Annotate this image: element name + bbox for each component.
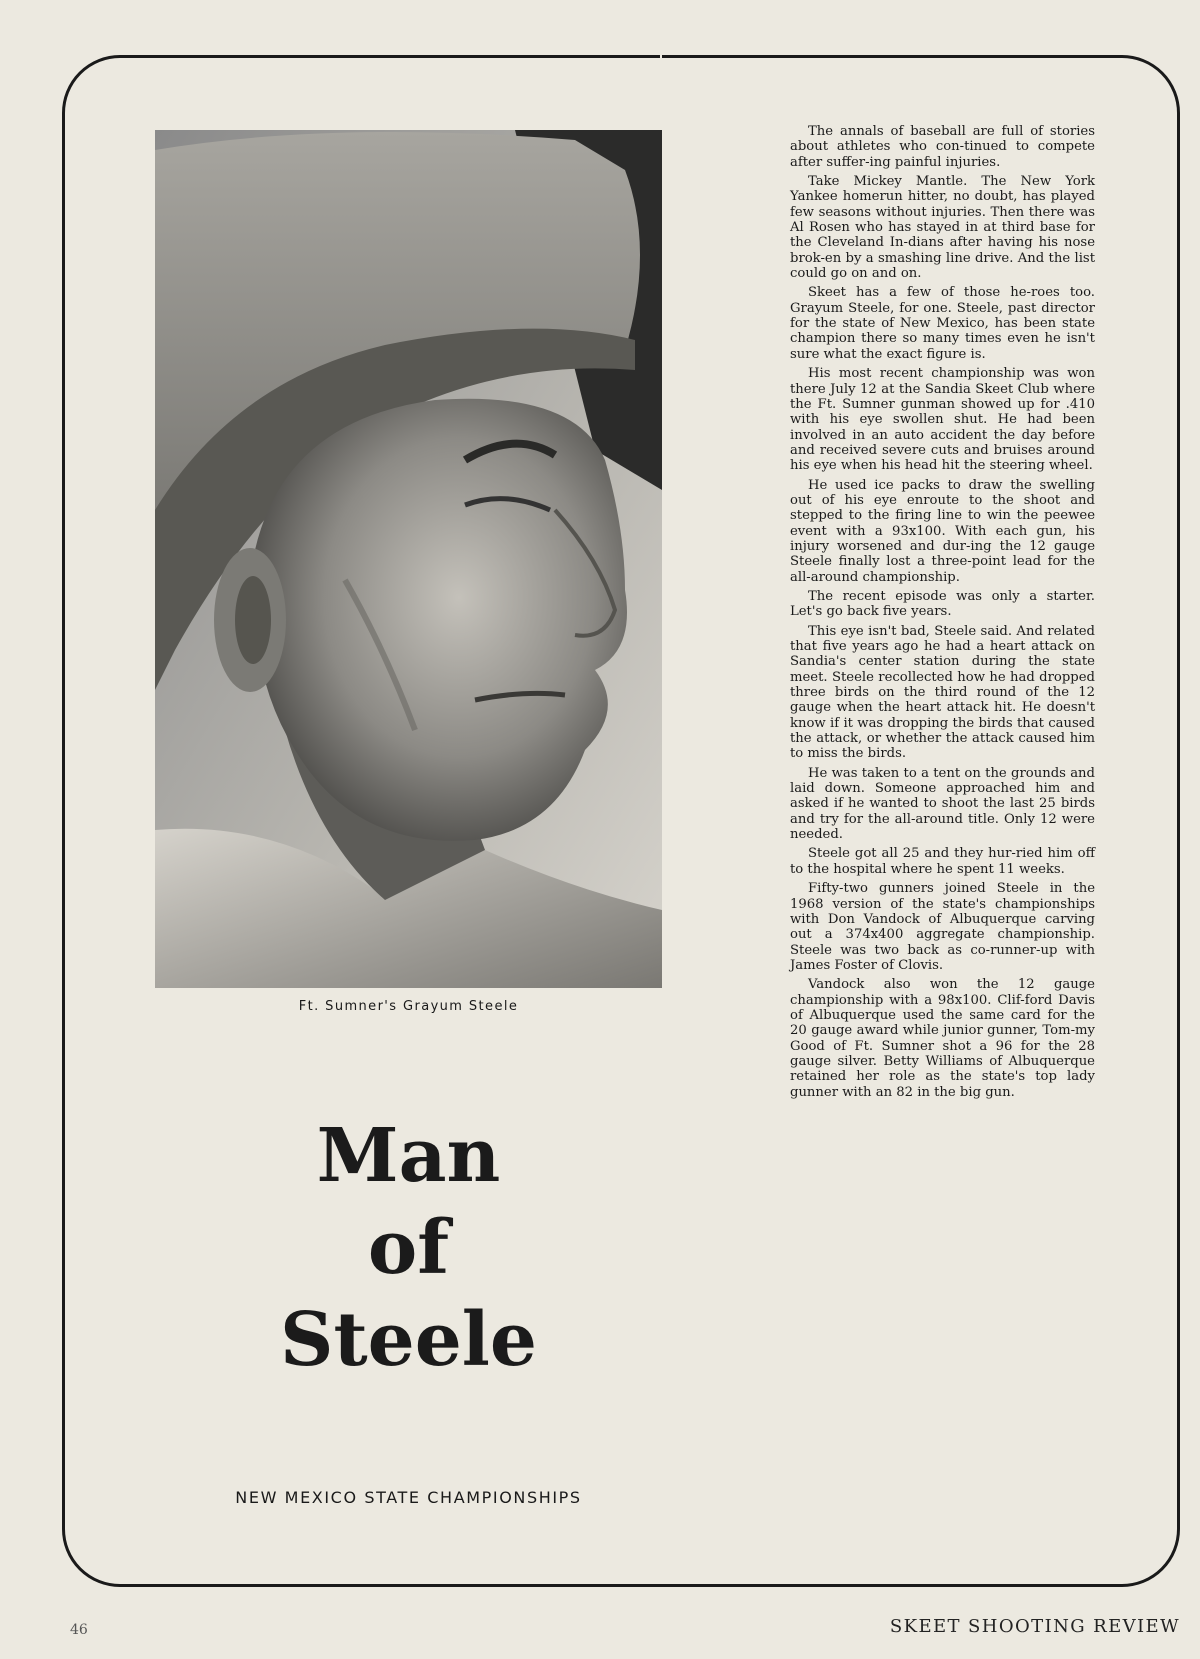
article-paragraph: Vandock also won the 12 gauge championship with a 98x100. Clif-ford Davis of Albuquerque used the same card for the 20 gauge award while junior gunner, Tom-my Good of Ft. Sumner shot a 96 for the 28 gauge silver. Betty Williams of Albuquerque retained her role as the state's top lady gunner with an 82 in the big gun. (790, 977, 1095, 1100)
headline-line-3: Steele (280, 1297, 537, 1383)
magazine-name: SKEET SHOOTING REVIEW (889, 1616, 1180, 1637)
article-paragraph: He was taken to a tent on the grounds and laid down. Someone approached him and asked if he wanted to shoot the last 25 birds and try for the all-around title. Only 12 were needed. (790, 765, 1095, 843)
page-number: 46 (70, 1622, 88, 1638)
article-paragraph: Fifty-two gunners joined Steele in the 1968 version of the state's championships with Don Vandock of Albuquerque carving out a 374x400 aggregate championship. Steele was two back as co-runner-up with James Foster of Clovis. (790, 881, 1095, 973)
article-body (790, 124, 1095, 1104)
article-paragraph: The annals of baseball are full of stories about athletes who con-tinued to compete after suffer-ing painful injuries. (790, 124, 1095, 170)
headline-line-1: Man (316, 1113, 501, 1199)
headline-line-2: of (367, 1205, 450, 1291)
portrait-photo (155, 130, 662, 988)
article-paragraph: This eye isn't bad, Steele said. And related that five years ago he had a heart attack on Sandia's center station during the state meet. Steele recollected how he had dropped three birds on the third round of the 12 gauge when the heart attack hit. He doesn't know if it was dropping the birds that caused the attack, or whether the attack caused him to miss the birds. (790, 623, 1095, 762)
article-paragraph: Steele got all 25 and they hur-ried him off to the hospital where he spent 11 weeks. (790, 846, 1095, 877)
portrait-illustration (155, 130, 662, 988)
article-headline (155, 1110, 662, 1386)
section-label: NEW MEXICO STATE CHAMPIONSHIPS (235, 1488, 582, 1507)
article-paragraph: His most recent championship was won there July 12 at the Sandia Skeet Club where the Ft. Sumner gunman showed up for .410 with his eye swollen shut. He had been involved in an auto accident the day before and received severe cuts and bruises around his eye when his head hit the steering wheel. (790, 366, 1095, 474)
article-paragraph: Take Mickey Mantle. The New York Yankee homerun hitter, no doubt, has played few seasons without injuries. Then there was Al Rosen who has stayed in at third base for the Cleveland In-dians after having his nose brok-en by a smashing line drive. And the list could go on and on. (790, 174, 1095, 282)
frame-gap (660, 50, 662, 64)
article-paragraph: Skeet has a few of those he-roes too. Grayum Steele, for one. Steele, past director for the state of New Mexico, has been state champion there so many times even he isn't sure what the exact figure is. (790, 285, 1095, 362)
article-paragraph: The recent episode was only a starter. Let's go back five years. (790, 588, 1095, 620)
photo-caption: Ft. Sumner's Grayum Steele (298, 999, 519, 1014)
article-paragraph: He used ice packs to draw the swelling out of his eye enroute to the shoot and stepped to the firing line to win the peewee event with a 93x100. With each gun, his injury worsened and dur-ing the 12 gauge Steele finally lost a three-point lead for the all-around championship. (790, 477, 1095, 585)
